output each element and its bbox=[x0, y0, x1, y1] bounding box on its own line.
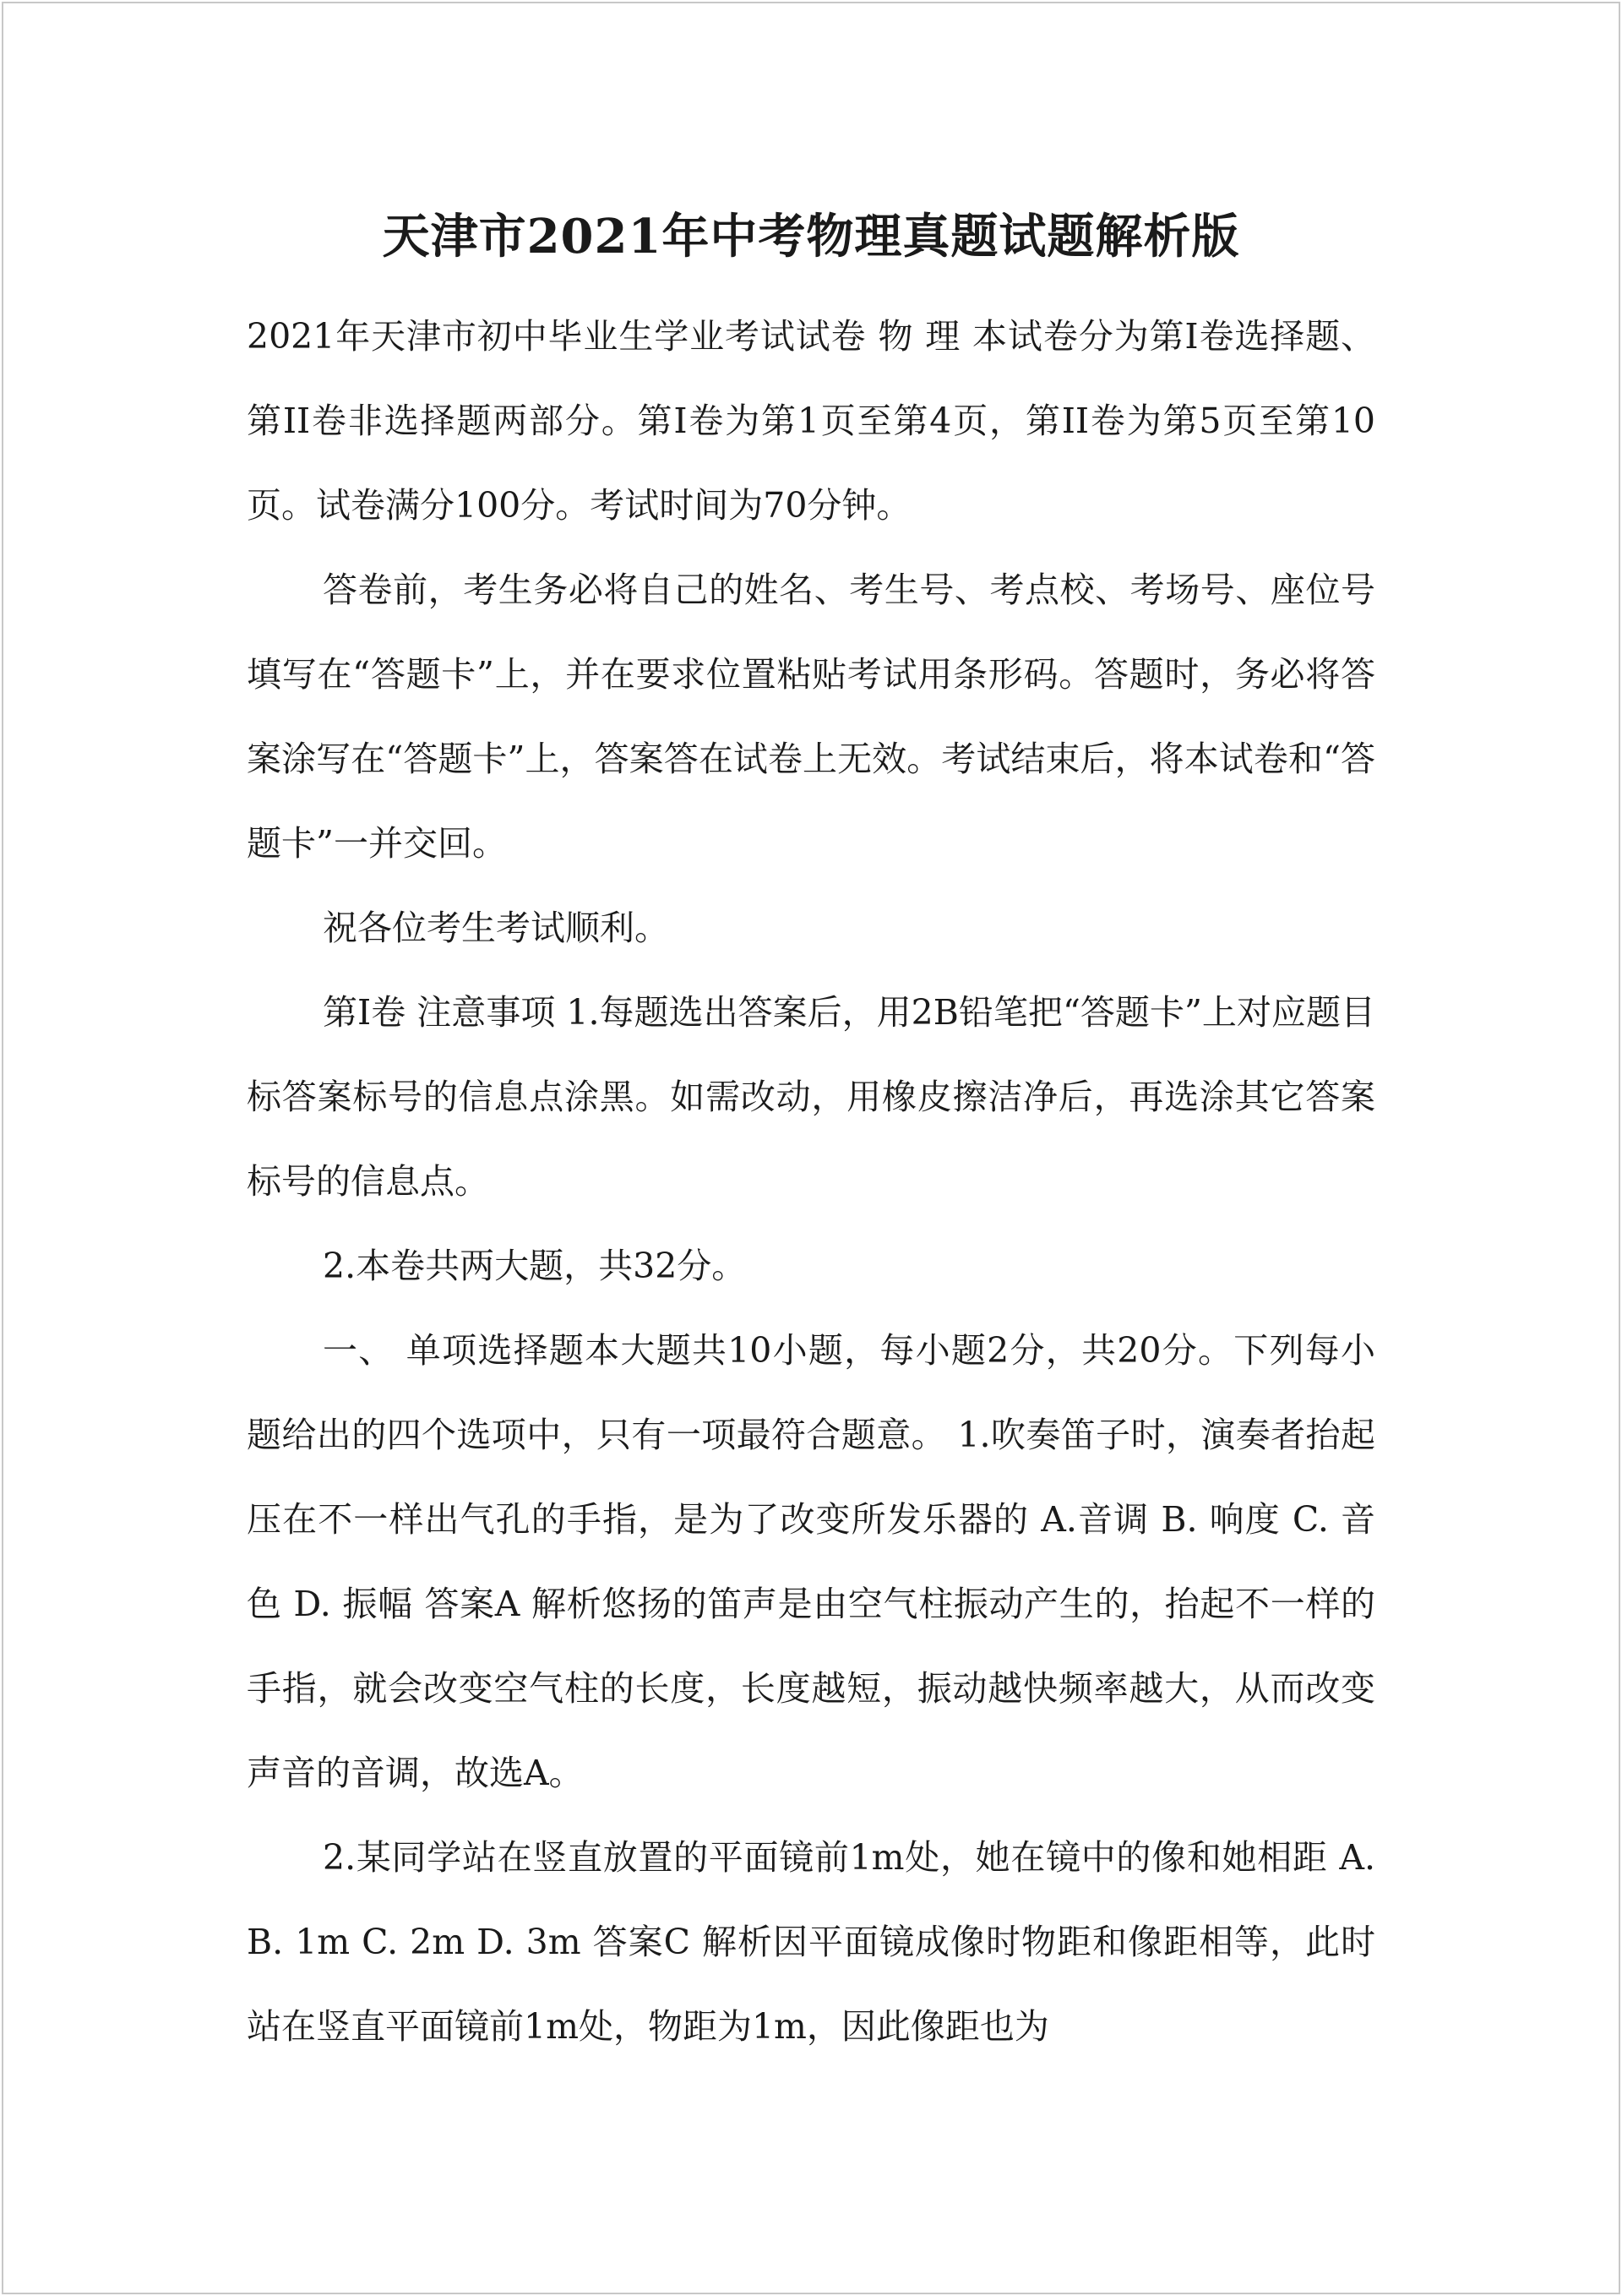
paragraph-instructions: 答卷前，考生务必将自己的姓名、考生号、考点校、考场号、座位号填写在“答题卡”上，并在要求位置粘贴考试用条形码。答题时，务必将答案涂写在“答题卡”上，答案答在试卷上无效。考试结束后，将本试卷和“答题卡”一并交回。 bbox=[247, 570, 1375, 864]
paragraph-question-1: 一、 单项选择题本大题共10小题，每小题2分，共20分。下列每小题给出的四个选项中，只有一项最符合题意。 1.吹奏笛子时，演奏者抬起压在不一样出气孔的手指，是为了改变所发乐器的 A.音调 B. 响度 C. 音色 D. 振幅 答案A 解析悠扬的笛声是由空气柱振动产生的，抬起不一样的手指，就会改变空气柱的长度，长度越短，振动越快频率越大，从而改变声音的音调，故选A。 bbox=[247, 1330, 1375, 1793]
paragraph-score-note: 2.本卷共两大题，共32分。 bbox=[323, 1246, 747, 1286]
paragraph-question-2: 2.某同学站在竖直放置的平面镜前1m处，她在镜中的像和她相距 A. B. 1m C. 2m D. 3m 答案C 解析因平面镜成像时物距和像距相等，此时站在竖直平面镜前1m处，物距为1m，因此像距也为 bbox=[247, 1837, 1375, 2047]
paragraph-exam-intro: 2021年天津市初中毕业生学业考试试卷 物 理 本试卷分为第I卷选择题、第II卷非选择题两部分。第I卷为第1页至第4页，第II卷为第5页至第10页。试卷满分100分。考试时间为70分钟。 bbox=[247, 316, 1375, 526]
document-body bbox=[247, 294, 1375, 2069]
paragraph-volume-one-notes: 第I卷 注意事项 1.每题选出答案后，用2B铅笔把“答题卡”上对应题目标答案标号的信息点涂黑。如需改动，用橡皮擦洁净后，再选涂其它答案标号的信息点。 bbox=[247, 992, 1375, 1202]
document-title: 天津市2021年中考物理真题试题解析版 bbox=[382, 209, 1240, 265]
paragraph-good-luck: 祝各位考生考试顺利。 bbox=[323, 908, 669, 948]
